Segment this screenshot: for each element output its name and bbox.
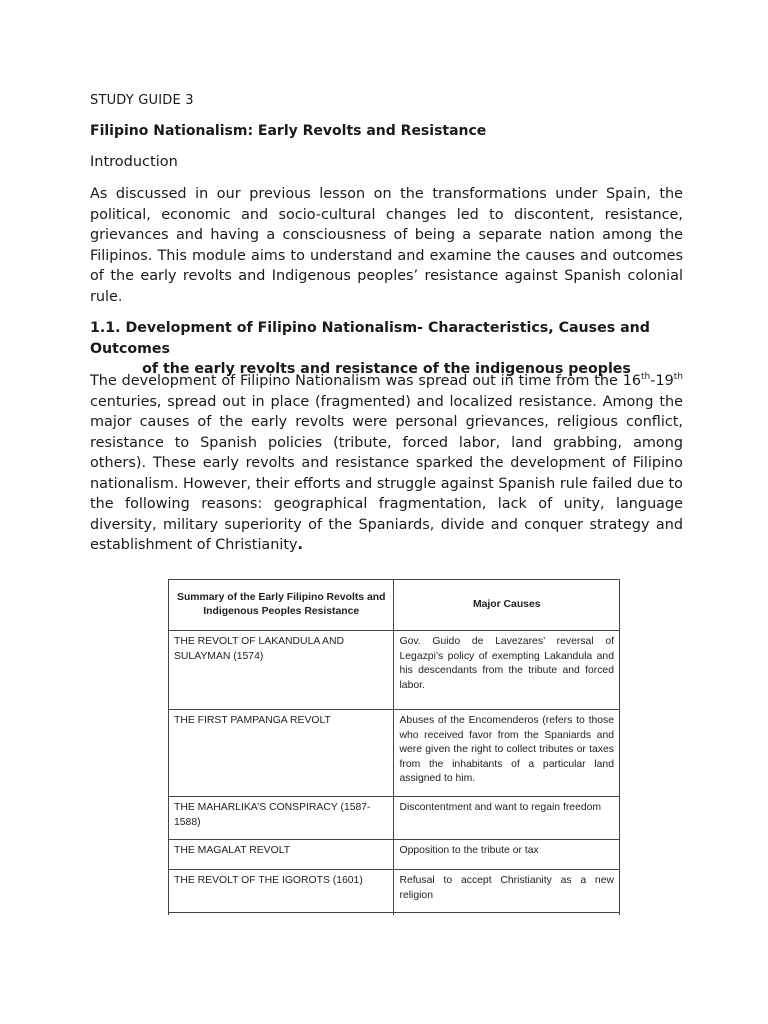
table-row xyxy=(169,797,620,840)
revolt-name: THE REVOLT OF THE IGOROTS (1601) xyxy=(169,870,394,913)
revolt-cause: Gov. Guido de Lavezares’ reversal of Legazpi’s policy of exempting Lakandula and his descendants from the tribute and forced labor. xyxy=(394,631,620,710)
table-row xyxy=(169,631,620,710)
revolt-cause: Discontentment and want to regain freedom xyxy=(394,797,620,840)
table-header-row xyxy=(169,580,620,631)
table-cell-empty xyxy=(394,913,620,916)
revolt-cause: Refusal to accept Christianity as a new religion xyxy=(394,870,620,913)
table-row xyxy=(169,710,620,797)
table-row-partial xyxy=(169,913,620,916)
revolts-summary-table xyxy=(168,579,620,915)
para-text-rest: centuries, spread out in place (fragmented) and localized resistance. Among the major causes of the early revolts were personal grievances, religious conflict, resistance to Spanish policies (tribute, forced labor, land grabbing, among others). These early revolts and resistance sparked the development of Filipino nationalism. However, their efforts and struggle against Spanish rule failed due to the following reasons: geographical fragmentation, lack of unity, language diversity, military superiority of the Spaniards, divide and conquer strategy and establishment of Christianity xyxy=(90,393,683,553)
revolt-name: THE MAHARLIKA’S CONSPIRACY (1587-1588) xyxy=(169,797,394,840)
revolt-name: THE MAGALAT REVOLT xyxy=(169,840,394,870)
table-row xyxy=(169,840,620,870)
section-paragraph xyxy=(90,371,683,556)
section-heading-line1: 1.1. Development of Filipino Nationalism- Characteristics, Causes and Outcomes xyxy=(90,320,650,357)
intro-paragraph: As discussed in our previous lesson on the transformations under Spain, the political, economic and socio-cultural changes led to discontent, resistance, grievances and having a consciousness of being a separate nation among the Filipinos. This module aims to understand and examine the causes and outcomes of the early revolts and Indigenous peoples’ resistance against Spanish colonial rule. xyxy=(90,186,683,305)
introduction-heading: Introduction xyxy=(90,154,178,170)
revolt-cause: Abuses of the Encomenderos (refers to those who received favor from the Spaniards and were given the right to collect tributes or taxes from the inhabitants of a particular land assigned to him. xyxy=(394,710,620,797)
table-row xyxy=(169,870,620,913)
section-heading-line2: of the early revolts and resistance of the indigenous peoples xyxy=(142,361,631,377)
superscript-th-1: th xyxy=(641,372,651,383)
document-title: Filipino Nationalism: Early Revolts and Resistance xyxy=(90,123,487,139)
revolt-name: THE FIRST PAMPANGA REVOLT xyxy=(169,710,394,797)
table-cell-empty xyxy=(169,913,394,916)
para-text-start: The development of Filipino Nationalism was spread out in time from the 16 xyxy=(90,373,642,389)
superscript-th-2: th xyxy=(673,372,683,383)
header-major-causes: Major Causes xyxy=(394,580,620,631)
study-guide-label: STUDY GUIDE 3 xyxy=(90,93,194,108)
para-text-dash: -19 xyxy=(650,373,674,389)
revolt-name: THE REVOLT OF LAKANDULA AND SULAYMAN (1574) xyxy=(169,631,394,710)
para-text-end: . xyxy=(297,537,304,553)
header-revolts: Summary of the Early Filipino Revolts and Indigenous Peoples Resistance xyxy=(169,580,394,631)
revolt-cause: Opposition to the tribute or tax xyxy=(394,840,620,870)
